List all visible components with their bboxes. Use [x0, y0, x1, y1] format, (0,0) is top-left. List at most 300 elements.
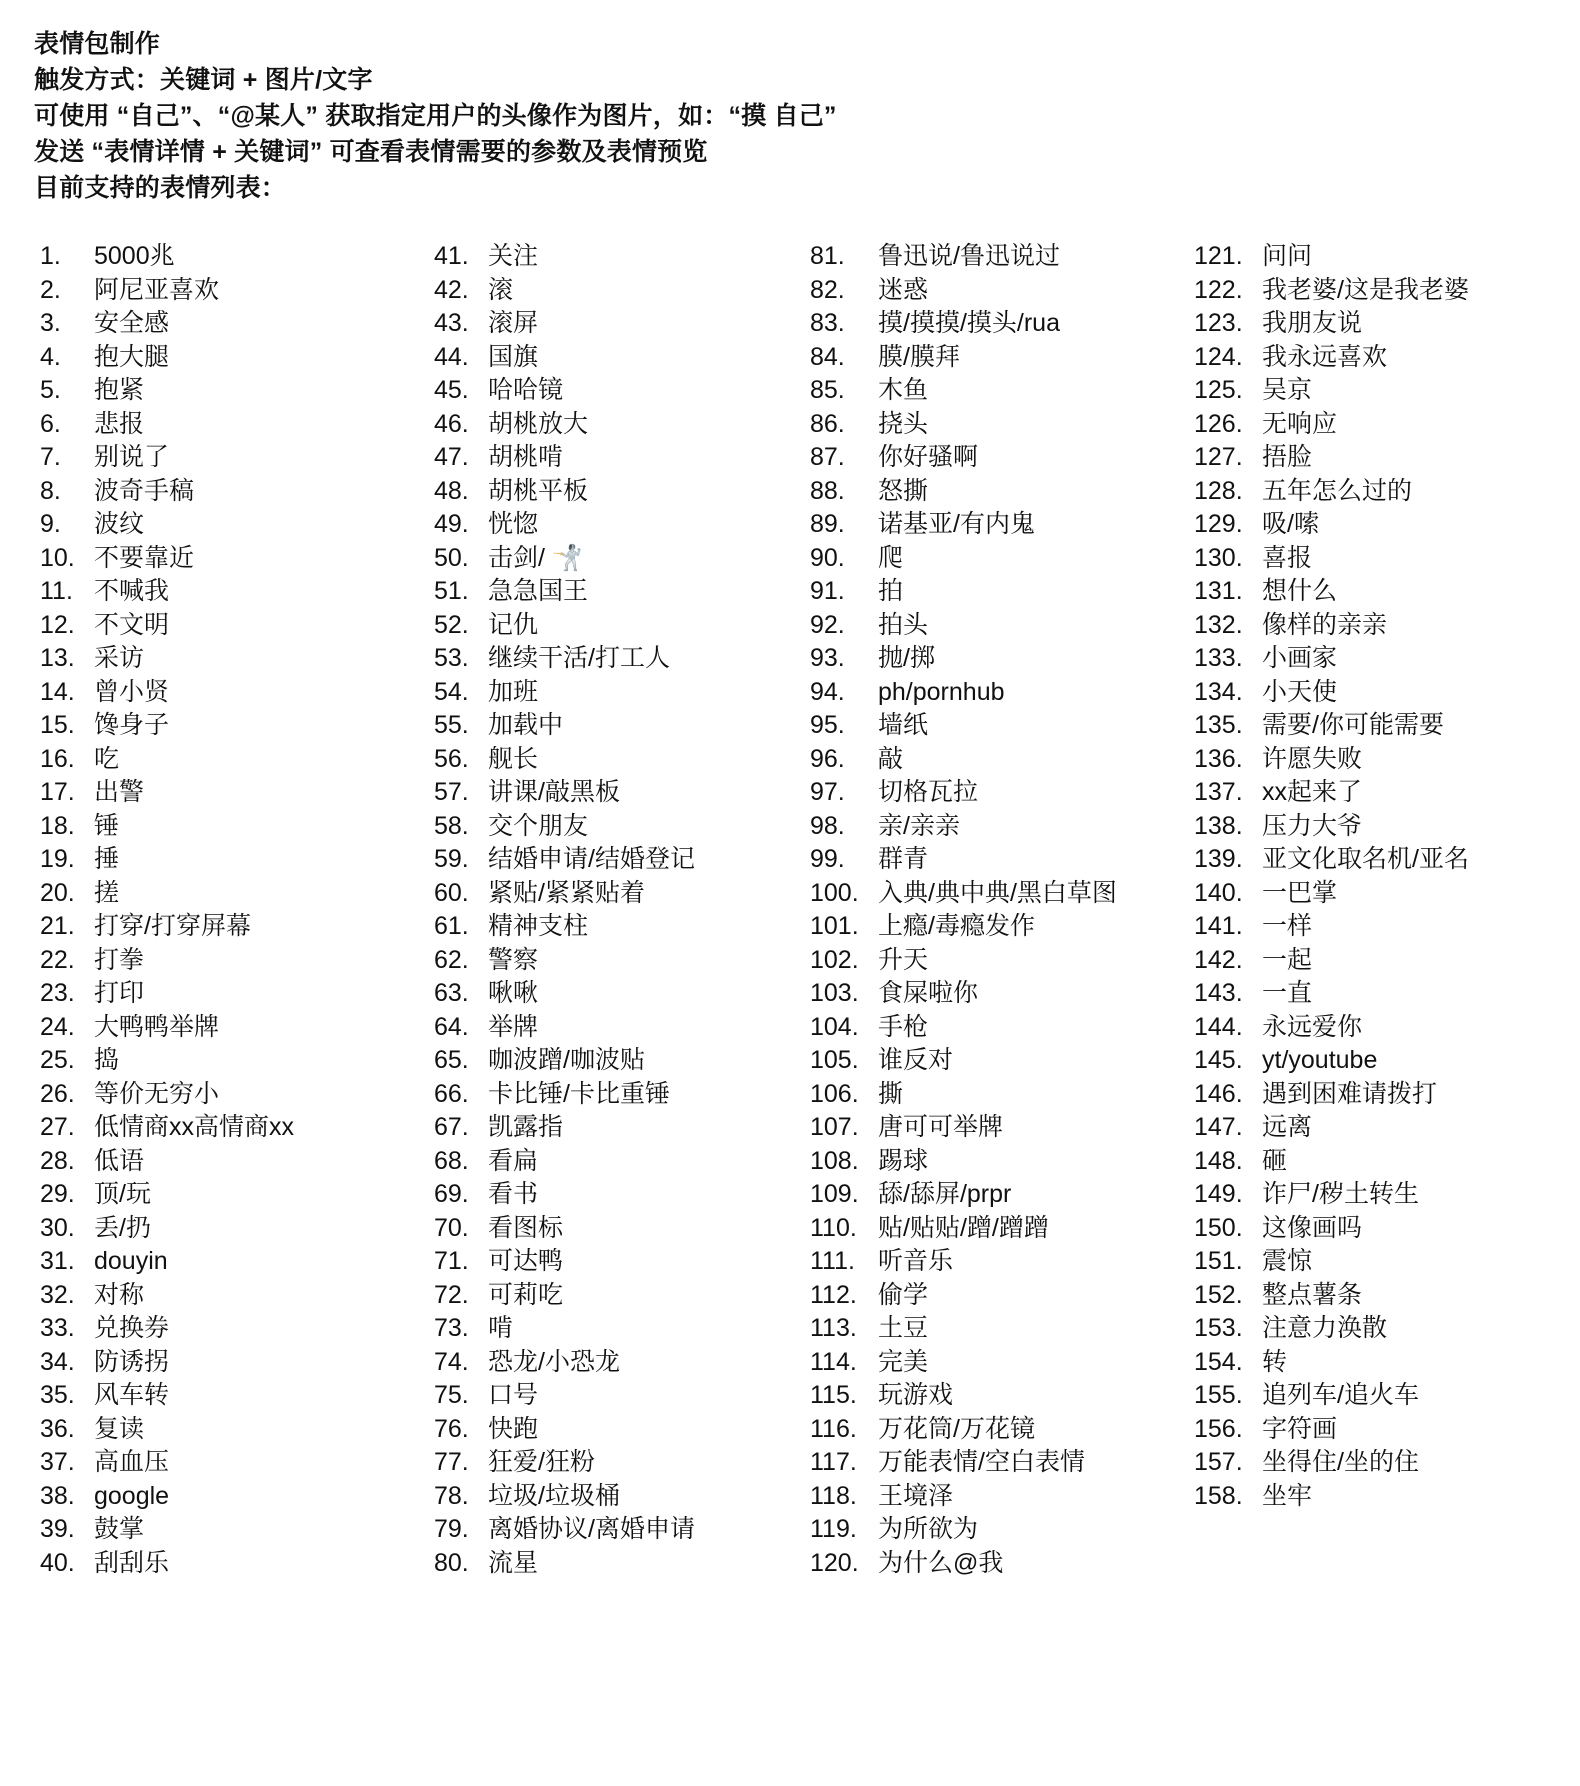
list-item-label: 低语 — [94, 1146, 145, 1175]
list-item-label: 压力大爷 — [1262, 811, 1363, 840]
list-item — [434, 1044, 790, 1078]
list-item-label: ph/pornhub — [878, 677, 1005, 706]
list-item-number: 100. — [810, 878, 859, 907]
list-item-label: 不要靠近 — [94, 543, 195, 572]
list-item-label: 加班 — [488, 677, 539, 706]
list-item — [40, 877, 412, 911]
list-item-number: 40. — [40, 1548, 75, 1577]
list-item-label: 哈哈镜 — [488, 376, 564, 404]
list-item — [810, 709, 1168, 743]
list-item — [810, 810, 1168, 844]
list-item — [1194, 408, 1546, 442]
list-item-number: 133. — [1194, 644, 1243, 672]
list-item-number: 142. — [1194, 945, 1243, 974]
list-item — [1194, 642, 1546, 676]
list-item-number: 117. — [810, 1448, 857, 1476]
list-item-number: 63. — [434, 979, 469, 1007]
list-item — [434, 1279, 790, 1313]
list-item-label: 谁反对 — [878, 1046, 954, 1074]
list-item — [810, 1212, 1168, 1246]
list-item-label: 需要/你可能需要 — [1262, 711, 1444, 739]
list-item-label: 关注 — [488, 242, 539, 270]
list-item-number: 103. — [810, 979, 859, 1007]
list-item-number: 130. — [1194, 543, 1243, 572]
list-item-number: 58. — [434, 811, 469, 840]
list-item — [810, 609, 1168, 643]
list-item — [434, 910, 790, 944]
list-item — [810, 475, 1168, 509]
document-header — [34, 26, 1546, 206]
list-item-label: 等价无穷小 — [94, 1079, 220, 1108]
list-item-label: 我永远喜欢 — [1262, 342, 1388, 371]
list-item-label: 记仇 — [488, 610, 539, 639]
list-item — [434, 1011, 790, 1045]
list-item-label: 坐牢 — [1262, 1481, 1313, 1510]
list-item — [1194, 810, 1546, 844]
list-item-number: 91. — [810, 577, 845, 605]
list-item-label: 恍惚 — [488, 510, 539, 538]
list-item-number: 122. — [1194, 275, 1243, 304]
list-item-number: 31. — [40, 1247, 75, 1275]
list-item-label: 出警 — [94, 778, 145, 806]
list-item — [810, 1279, 1168, 1313]
list-item-label: 远离 — [1262, 1113, 1313, 1141]
list-item — [1194, 441, 1546, 475]
list-item — [1194, 240, 1546, 274]
list-item — [810, 341, 1168, 375]
list-item-number: 93. — [810, 644, 845, 672]
list-item — [40, 1111, 412, 1145]
list-item-label: 玩游戏 — [878, 1381, 954, 1409]
list-item-label: 风车转 — [94, 1381, 170, 1409]
list-item — [40, 609, 412, 643]
list-item-number: 6. — [40, 409, 61, 438]
list-item — [434, 307, 790, 341]
list-item — [1194, 1312, 1546, 1346]
list-item-number: 147. — [1194, 1113, 1243, 1141]
list-item — [1194, 609, 1546, 643]
list-item-number: 18. — [40, 811, 75, 840]
list-item-number: 87. — [810, 443, 845, 471]
list-item — [434, 877, 790, 911]
list-item-number: 77. — [434, 1448, 469, 1476]
list-item — [434, 1078, 790, 1112]
list-item-label: 捶 — [94, 845, 120, 873]
list-item — [40, 475, 412, 509]
list-item-number: 84. — [810, 342, 845, 371]
list-item-number: 154. — [1194, 1347, 1243, 1376]
list-item-label: 不文明 — [94, 610, 170, 639]
list-item-number: 106. — [810, 1079, 859, 1108]
list-item — [40, 1178, 412, 1212]
list-item-label: 木鱼 — [878, 376, 929, 404]
list-item-label: 拍头 — [878, 610, 929, 639]
list-item — [40, 944, 412, 978]
list-item-label: 一直 — [1262, 979, 1313, 1007]
list-item-number: 51. — [434, 577, 469, 605]
list-item — [810, 508, 1168, 542]
list-item — [40, 508, 412, 542]
list-item — [810, 1178, 1168, 1212]
list-item — [1194, 508, 1546, 542]
list-item — [810, 642, 1168, 676]
list-item-label: 结婚申请/结婚登记 — [488, 845, 695, 873]
list-item-label: 切格瓦拉 — [878, 778, 979, 806]
list-item-number: 14. — [40, 677, 75, 706]
list-item-number: 39. — [40, 1515, 75, 1543]
list-item-number: 69. — [434, 1180, 469, 1208]
list-item — [434, 642, 790, 676]
list-item — [1194, 1446, 1546, 1480]
list-item-number: 56. — [434, 744, 469, 773]
list-item-number: 4. — [40, 342, 61, 371]
list-item-number: 45. — [434, 376, 469, 404]
list-item-number: 35. — [40, 1381, 75, 1409]
list-item-label: 击剑/ 🤺 — [488, 543, 584, 572]
list-item — [40, 1379, 412, 1413]
emoji-list-column-2 — [412, 240, 790, 1580]
list-item-number: 148. — [1194, 1146, 1243, 1175]
list-item-label: 王境泽 — [878, 1481, 954, 1510]
list-item-label: 万花筒/万花镜 — [878, 1414, 1035, 1443]
list-item — [40, 575, 412, 609]
list-item — [40, 709, 412, 743]
list-item-label: 问问 — [1262, 242, 1313, 270]
list-item — [40, 910, 412, 944]
list-item — [40, 1245, 412, 1279]
list-item — [1194, 944, 1546, 978]
list-item-label: 入典/典中典/黑白草图 — [878, 878, 1117, 907]
list-item-number: 123. — [1194, 309, 1243, 337]
list-item-label: 墙纸 — [878, 711, 929, 739]
list-item — [434, 843, 790, 877]
list-item-number: 65. — [434, 1046, 469, 1074]
list-item — [1194, 910, 1546, 944]
list-item — [40, 441, 412, 475]
list-item — [810, 307, 1168, 341]
list-item-label: 听音乐 — [878, 1247, 954, 1275]
list-item — [1194, 1212, 1546, 1246]
list-item — [1194, 743, 1546, 777]
list-item-label: 这像画吗 — [1262, 1213, 1363, 1242]
list-item-number: 19. — [40, 845, 75, 873]
list-item — [810, 1446, 1168, 1480]
list-item-label: 升天 — [878, 945, 929, 974]
list-item-label: douyin — [94, 1247, 168, 1275]
list-item — [810, 575, 1168, 609]
list-item-label: 上瘾/毒瘾发作 — [878, 912, 1035, 940]
list-item — [434, 944, 790, 978]
list-item-label: google — [94, 1481, 170, 1510]
list-item-number: 114. — [810, 1347, 857, 1376]
list-item-number: 52. — [434, 610, 469, 639]
list-item-label: 馋身子 — [94, 711, 170, 739]
list-item-number: 73. — [434, 1314, 469, 1342]
list-item-number: 135. — [1194, 711, 1243, 739]
list-item — [810, 944, 1168, 978]
list-item-label: 整点薯条 — [1262, 1280, 1363, 1309]
list-item-number: 95. — [810, 711, 845, 739]
list-item — [810, 441, 1168, 475]
list-item-number: 68. — [434, 1146, 469, 1175]
list-item — [1194, 1245, 1546, 1279]
list-item-number: 34. — [40, 1347, 75, 1376]
list-item-label: 唐可可举牌 — [878, 1113, 1004, 1141]
header-title: 表情包制作 — [34, 30, 161, 58]
list-item-number: 10. — [40, 543, 75, 572]
emoji-list-columns — [34, 240, 1546, 1580]
list-item — [810, 542, 1168, 576]
list-item-number: 85. — [810, 376, 845, 404]
list-item — [434, 1312, 790, 1346]
list-item-label: 刮刮乐 — [94, 1548, 170, 1577]
list-item-number: 97. — [810, 778, 845, 806]
list-item-label: 安全感 — [94, 309, 170, 337]
list-item — [40, 542, 412, 576]
list-item — [40, 1044, 412, 1078]
list-item-number: 41. — [434, 242, 469, 270]
list-item — [434, 408, 790, 442]
list-item-number: 33. — [40, 1314, 75, 1342]
list-item — [434, 1446, 790, 1480]
list-item-label: 可莉吃 — [488, 1280, 564, 1309]
list-item-number: 121. — [1194, 242, 1243, 270]
list-item-number: 115. — [810, 1381, 857, 1409]
list-item-number: 43. — [434, 309, 469, 337]
list-item — [810, 1312, 1168, 1346]
list-item-label: 五年怎么过的 — [1262, 476, 1413, 505]
list-item — [810, 1044, 1168, 1078]
list-item-number: 53. — [434, 644, 469, 672]
list-item-label: 狂爱/狂粉 — [488, 1448, 595, 1476]
list-item — [1194, 676, 1546, 710]
list-item-number: 48. — [434, 476, 469, 505]
list-item-number: 104. — [810, 1012, 859, 1041]
list-item-label: 想什么 — [1262, 577, 1338, 605]
list-item-label: 流星 — [488, 1548, 539, 1577]
list-item-number: 3. — [40, 309, 61, 337]
list-item — [434, 1145, 790, 1179]
list-item — [1194, 575, 1546, 609]
list-item-label: 对称 — [94, 1280, 145, 1309]
list-item — [40, 1346, 412, 1380]
list-item — [40, 676, 412, 710]
list-item-number: 60. — [434, 878, 469, 907]
list-item-label: 大鸭鸭举牌 — [94, 1012, 220, 1041]
list-item-label: 舰长 — [488, 744, 539, 773]
list-item-label: 国旗 — [488, 342, 539, 371]
list-item-label: yt/youtube — [1262, 1046, 1378, 1074]
list-item-label: 土豆 — [878, 1314, 929, 1342]
list-item-label: 滚屏 — [488, 309, 539, 337]
list-item-label: 举牌 — [488, 1012, 539, 1041]
list-item-number: 27. — [40, 1113, 75, 1141]
list-item — [1194, 776, 1546, 810]
list-item — [1194, 475, 1546, 509]
list-item-number: 76. — [434, 1414, 469, 1443]
list-item-number: 90. — [810, 543, 845, 572]
list-item-number: 110. — [810, 1213, 857, 1242]
list-item-number: 137. — [1194, 778, 1243, 806]
list-item-label: 抱紧 — [94, 376, 145, 404]
list-item-label: 小天使 — [1262, 677, 1338, 706]
list-item — [810, 877, 1168, 911]
list-item-label: 胡桃平板 — [488, 476, 589, 505]
list-item-number: 37. — [40, 1448, 75, 1476]
list-item-number: 146. — [1194, 1079, 1243, 1108]
list-item — [40, 1312, 412, 1346]
list-item — [1194, 274, 1546, 308]
list-item — [434, 1480, 790, 1514]
list-item-label: 精神支柱 — [488, 912, 589, 940]
list-item — [1194, 374, 1546, 408]
list-item — [1194, 977, 1546, 1011]
list-item — [434, 240, 790, 274]
list-item-number: 144. — [1194, 1012, 1243, 1041]
list-item-label: 永远爱你 — [1262, 1012, 1363, 1041]
list-item-label: 遇到困难请拨打 — [1262, 1079, 1438, 1108]
list-item-number: 125. — [1194, 376, 1243, 404]
list-item-label: 注意力涣散 — [1262, 1314, 1388, 1342]
list-item-number: 113. — [810, 1314, 857, 1342]
list-item-number: 105. — [810, 1046, 859, 1074]
list-item-number: 21. — [40, 912, 75, 940]
list-item-number: 131. — [1194, 577, 1243, 605]
list-item-number: 26. — [40, 1079, 75, 1108]
list-item-label: 一起 — [1262, 945, 1313, 974]
list-item-number: 150. — [1194, 1213, 1243, 1242]
list-item — [40, 1413, 412, 1447]
list-item-label: 打印 — [94, 979, 145, 1007]
list-item-number: 30. — [40, 1213, 75, 1242]
list-item-label: 捂脸 — [1262, 443, 1313, 471]
list-item-number: 94. — [810, 677, 845, 706]
list-item-number: 47. — [434, 443, 469, 471]
list-item-label: 爬 — [878, 543, 904, 572]
list-item-number: 126. — [1194, 409, 1243, 438]
list-item-number: 98. — [810, 811, 845, 840]
list-item — [434, 1346, 790, 1380]
list-item-number: 25. — [40, 1046, 75, 1074]
list-item — [810, 1413, 1168, 1447]
list-item-number: 20. — [40, 878, 75, 907]
list-item-number: 2. — [40, 275, 61, 304]
list-item-number: 140. — [1194, 878, 1243, 907]
list-item-number: 149. — [1194, 1180, 1243, 1208]
list-item — [1194, 709, 1546, 743]
list-item — [1194, 1379, 1546, 1413]
list-item — [810, 977, 1168, 1011]
list-item-number: 143. — [1194, 979, 1243, 1007]
list-item-number: 49. — [434, 510, 469, 538]
list-item-number: 119. — [810, 1515, 857, 1543]
list-item-number: 111. — [810, 1247, 855, 1275]
list-item-number: 112. — [810, 1280, 857, 1309]
header-trigger-method: 触发方式：关键词 + 图片/文字 — [34, 66, 373, 94]
list-item-label: 咖波蹭/咖波贴 — [488, 1046, 645, 1074]
list-item-label: 震惊 — [1262, 1247, 1313, 1275]
list-item-number: 92. — [810, 610, 845, 639]
list-item-number: 13. — [40, 644, 75, 672]
list-item — [40, 1446, 412, 1480]
list-item-number: 127. — [1194, 443, 1243, 471]
list-item-label: 打穿/打穿屏幕 — [94, 912, 251, 940]
list-item-label: 小画家 — [1262, 644, 1338, 672]
list-item — [434, 743, 790, 777]
list-item — [810, 1513, 1168, 1547]
list-item-label: 挠头 — [878, 409, 929, 438]
list-item-number: 151. — [1194, 1247, 1243, 1275]
list-item — [40, 810, 412, 844]
list-item — [40, 240, 412, 274]
list-item-label: 砸 — [1262, 1146, 1288, 1175]
list-item-label: xx起来了 — [1262, 778, 1363, 806]
list-item — [434, 575, 790, 609]
list-item-number: 145. — [1194, 1046, 1243, 1074]
list-item-number: 62. — [434, 945, 469, 974]
list-item — [810, 408, 1168, 442]
list-item — [40, 1513, 412, 1547]
list-item-label: 波奇手稿 — [94, 476, 195, 505]
list-item-number: 79. — [434, 1515, 469, 1543]
list-item-label: 波纹 — [94, 510, 145, 538]
list-item-label: 滚 — [488, 275, 514, 304]
list-item-number: 81. — [810, 242, 845, 270]
list-item — [810, 1346, 1168, 1380]
list-item — [1194, 1346, 1546, 1380]
list-item — [1194, 1178, 1546, 1212]
list-item-number: 109. — [810, 1180, 859, 1208]
list-item-label: 悲报 — [94, 409, 145, 438]
list-item — [1194, 1111, 1546, 1145]
list-item-number: 67. — [434, 1113, 469, 1141]
list-item-label: 恐龙/小恐龙 — [488, 1347, 620, 1376]
list-item-label: 字符画 — [1262, 1414, 1338, 1443]
list-item-number: 138. — [1194, 811, 1243, 840]
list-item-label: 看扁 — [488, 1146, 539, 1175]
list-item-number: 120. — [810, 1548, 859, 1577]
list-item — [1194, 341, 1546, 375]
list-item-number: 23. — [40, 979, 75, 1007]
list-item-label: 看图标 — [488, 1213, 564, 1242]
header-list-label: 目前支持的表情列表： — [34, 174, 287, 202]
list-item-label: 警察 — [488, 945, 539, 974]
list-item-number: 16. — [40, 744, 75, 773]
list-item-label: 可达鸭 — [488, 1247, 564, 1275]
list-item — [434, 508, 790, 542]
list-item-number: 102. — [810, 945, 859, 974]
list-item — [434, 1178, 790, 1212]
emoji-list-column-4 — [1168, 240, 1546, 1580]
list-item-number: 66. — [434, 1079, 469, 1108]
list-item-label: 5000兆 — [94, 242, 175, 270]
list-item-label: 兑换券 — [94, 1314, 170, 1342]
list-item — [434, 274, 790, 308]
list-item — [40, 1212, 412, 1246]
list-item-number: 108. — [810, 1146, 859, 1175]
list-item-number: 107. — [810, 1113, 859, 1141]
list-item-number: 44. — [434, 342, 469, 371]
list-item-number: 54. — [434, 677, 469, 706]
list-item-label: 贴/贴贴/蹭/蹭蹭 — [878, 1213, 1049, 1242]
list-item — [810, 910, 1168, 944]
list-item-label: 啾啾 — [488, 979, 539, 1007]
list-item — [40, 1078, 412, 1112]
list-item-label: 舔/舔屏/prpr — [878, 1180, 1012, 1208]
list-item-label: 无响应 — [1262, 409, 1338, 438]
list-item-label: 抛/掷 — [878, 644, 935, 672]
list-item-number: 101. — [810, 912, 859, 940]
